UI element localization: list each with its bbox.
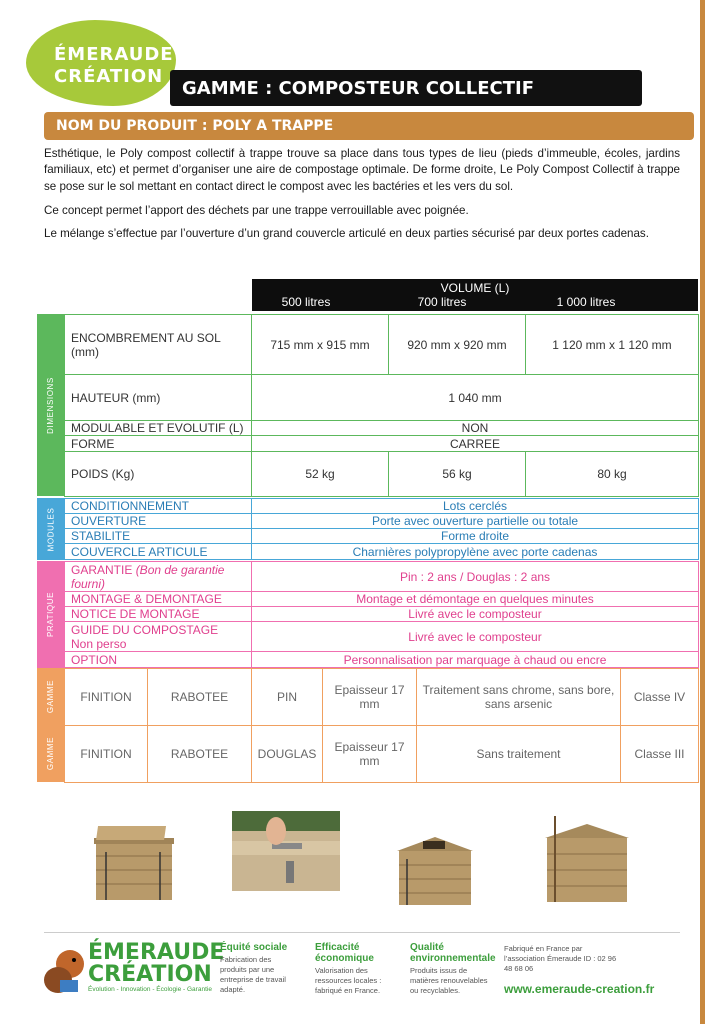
notice-label: NOTICE DE MONTAGE — [64, 606, 252, 622]
guide-label: GUIDE DU COMPOSTAGE Non perso — [64, 621, 252, 652]
gamme-douglas-rabotee: RABOTEE — [147, 725, 252, 783]
gamme-pin-epaisseur: Epaisseur 17 mm — [322, 668, 417, 726]
logo-line1: ÉMERAUDE — [54, 44, 174, 65]
footer-col1-title: Équité sociale — [220, 942, 288, 953]
trap-handle-photo — [232, 811, 340, 891]
description-paragraph-3: Le mélange s’effectue par l’ouverture d’un grand couvercle articulé en deux parties sécurisé par deux portes cadenas. — [44, 227, 649, 240]
volume-title: VOLUME (L) — [440, 281, 510, 295]
modulable-value: NON — [251, 420, 699, 436]
footer-col1-text: Fabrication des produits par une entreprise de travail adapté. — [220, 955, 286, 994]
footer-col4-text: Fabriqué en France par l’association Émeraude ID : 02 96 48 68 06 — [504, 944, 617, 973]
section-modules: MODULES — [37, 498, 64, 560]
encombrement-500: 715 mm x 915 mm — [251, 314, 389, 375]
montage-label: MONTAGE & DEMONTAGE — [64, 591, 252, 607]
product-name-bar — [44, 112, 694, 140]
section-gamme-1: GAMME — [37, 668, 64, 725]
composter-photo-trap — [393, 829, 477, 909]
section-gamme-2: GAMME — [37, 725, 64, 782]
footer-col3-title: Qualité environnementale — [410, 942, 496, 964]
footer-col2-title: Efficacité économique — [315, 942, 374, 964]
composter-photo-open — [86, 812, 182, 904]
gamme-pin-classe: Classe IV — [620, 668, 699, 726]
conditionnement-value: Lots cerclés — [251, 498, 699, 514]
gamme-pin-traitement: Traitement sans chrome, sans bore, sans arsenic — [416, 668, 621, 726]
footer-logo-line2: CRÉATION — [88, 962, 212, 987]
stabilite-label: STABILITE — [64, 528, 252, 544]
garantie-label: GARANTIE (Bon de garantie fourni) — [64, 561, 252, 592]
footer-divider — [44, 932, 680, 933]
gamme-douglas-bois: DOUGLAS — [251, 725, 323, 783]
volume-col-1000: 1 000 litres — [556, 295, 616, 309]
description-paragraph-2: Ce concept permet l’apport des déchets par une trappe verrouillable avec poignée. — [44, 204, 469, 217]
notice-value: Livré avec le composteur — [251, 606, 699, 622]
option-value: Personnalisation par marquage à chaud ou encre — [251, 651, 699, 668]
montage-value: Montage et démontage en quelques minutes — [251, 591, 699, 607]
hauteur-value: 1 040 mm — [251, 374, 699, 421]
volume-col-700: 700 litres — [417, 295, 467, 309]
ouverture-label: OUVERTURE — [64, 513, 252, 529]
volume-col-500: 500 litres — [281, 295, 331, 309]
couvercle-value: Charnières polypropylène avec porte cadenas — [251, 543, 699, 560]
poids-500: 52 kg — [251, 451, 389, 497]
page-edge-line — [700, 0, 705, 1024]
gamme-pin-finition: FINITION — [64, 668, 148, 726]
poids-1000: 80 kg — [525, 451, 699, 497]
couvercle-label: COUVERCLE ARTICULE — [64, 543, 252, 560]
encombrement-label: ENCOMBREMENT AU SOL (mm) — [64, 314, 252, 375]
section-dimensions: DIMENSIONS — [37, 314, 64, 496]
squirrel-mascot-icon — [40, 946, 88, 996]
footer-col3-text: Produits issus de matières renouvelables ou recyclables. — [410, 966, 488, 995]
hauteur-label: HAUTEUR (mm) — [64, 374, 252, 421]
range-title-bar — [170, 70, 642, 106]
garantie-value: Pin : 2 ans / Douglas : 2 ans — [251, 561, 699, 592]
range-title: GAMME : COMPOSTEUR COLLECTIF — [182, 77, 534, 99]
footer-logo-line1: ÉMERAUDE — [88, 940, 225, 965]
ouverture-value: Porte avec ouverture partielle ou totale — [251, 513, 699, 529]
volume-header — [252, 279, 698, 311]
section-pratique: PRATIQUE — [37, 561, 64, 668]
gamme-douglas-traitement: Sans traitement — [416, 725, 621, 783]
footer-logo-tagline: Évolution - Innovation - Écologie - Garantie — [88, 986, 212, 993]
gamme-douglas-classe: Classe III — [620, 725, 699, 783]
product-name: NOM DU PRODUIT : POLY A TRAPPE — [56, 118, 334, 134]
forme-value: CARREE — [251, 435, 699, 452]
gamme-douglas-finition: FINITION — [64, 725, 148, 783]
poids-label: POIDS (Kg) — [64, 451, 252, 497]
option-label: OPTION — [64, 651, 252, 668]
conditionnement-label: CONDITIONNEMENT — [64, 498, 252, 514]
footer-col2-text: Valorisation des ressources locales : fabriqué en France. — [315, 966, 382, 995]
gamme-pin-rabotee: RABOTEE — [147, 668, 252, 726]
poids-700: 56 kg — [388, 451, 526, 497]
footer-website-link[interactable]: www.emeraude-creation.fr — [504, 982, 655, 996]
stabilite-value: Forme droite — [251, 528, 699, 544]
encombrement-1000: 1 120 mm x 1 120 mm — [525, 314, 699, 375]
gamme-pin-bois: PIN — [251, 668, 323, 726]
guide-value: Livré avec le composteur — [251, 621, 699, 652]
modulable-label: MODULABLE ET EVOLUTIF (L) — [64, 420, 252, 436]
encombrement-700: 920 mm x 920 mm — [388, 314, 526, 375]
logo-line2: CRÉATION — [54, 66, 164, 87]
gamme-douglas-epaisseur: Epaisseur 17 mm — [322, 725, 417, 783]
forme-label: FORME — [64, 435, 252, 452]
description-paragraph-1: Esthétique, le Poly compost collectif à trappe trouve sa place dans tous types de lieu (pieds d’immeuble, écoles, jardins familiaux, etc) et permet d’organiser une aire de compostage optimale. De forme droite, Le Poly Compost Collectif à trappe se pose sur le sol mettant en contact direct le compost avec les bactéries et les vers du sol. — [44, 147, 680, 193]
composter-photo-closed — [541, 812, 633, 908]
brand-logo — [18, 12, 178, 112]
